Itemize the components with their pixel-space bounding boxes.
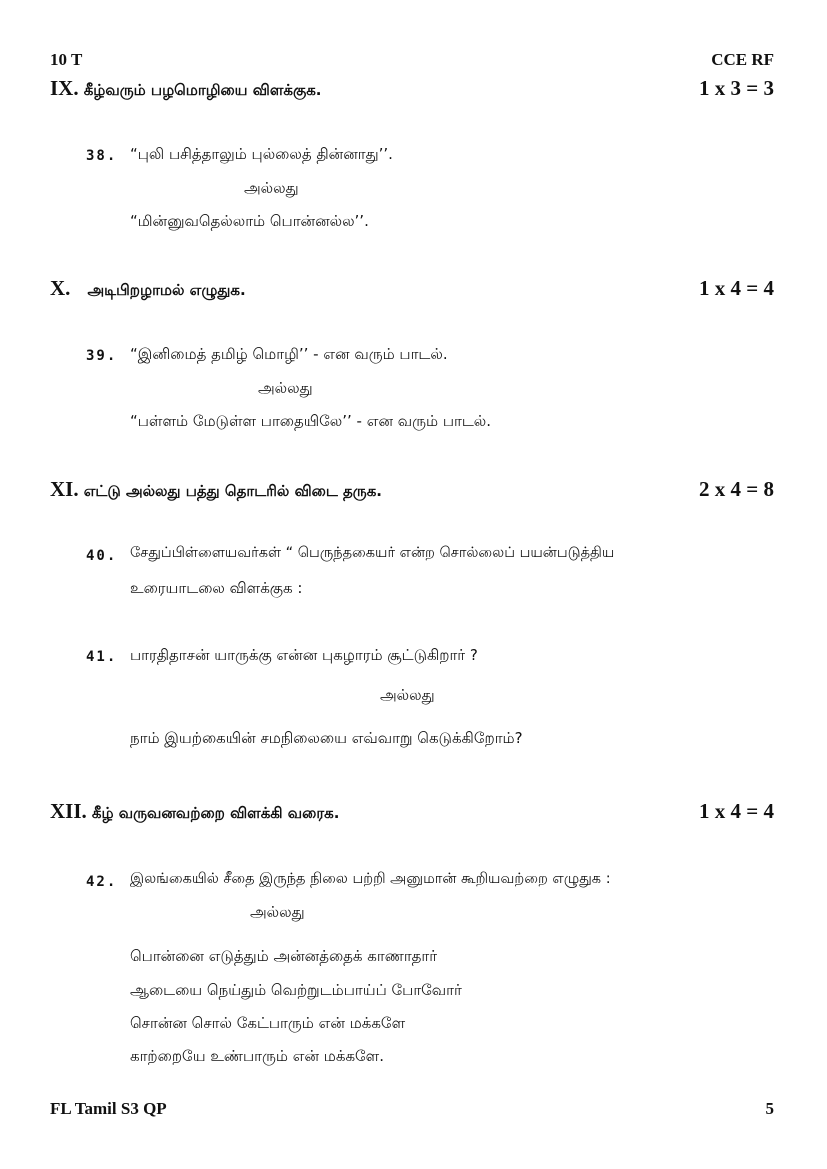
section-number: XI. [50,477,79,501]
section-number: X. [50,276,71,300]
q38-or: அல்லது [244,179,299,197]
section-x-marks: 1 x 4 = 4 [699,276,774,300]
q40-line-2: உரையாடலை விளக்குக : [130,579,303,597]
section-xi-marks: 2 x 4 = 8 [699,477,774,501]
section-title: அடிபிறழாமல் எழுதுக. [87,281,246,299]
section-xii-heading [50,799,339,824]
q39-or: அல்லது [258,379,313,397]
section-ix-marks: 1 x 3 = 3 [699,76,774,100]
question-number-42: 42. [86,874,118,890]
question-number-38: 38. [86,148,118,164]
q42-or: அல்லது [250,903,305,921]
q39-option-b: “பள்ளம் மேடுள்ள பாதையிலே’’ - என வரும் பாடல். [130,412,492,430]
q42-poem-line: சொன்ன சொல் கேட்பாரும் என் மக்களே [130,1014,406,1032]
question-number-41: 41. [86,649,118,665]
q42-poem-line: ஆடையை நெய்தும் வெற்றுடம்பாய்ப் போவோர் [130,981,462,999]
question-number-40: 40. [86,548,118,564]
q42-poem-line: பொன்னை எடுத்தும் அன்னத்தைக் காணாதார் [130,947,438,965]
section-ix-heading [50,76,322,101]
q41-option-b: நாம் இயற்கையின் சமநிலையை எவ்வாறு கெடுக்கிறோம்? [130,729,523,747]
section-number: XII. [50,799,87,823]
q42-poem-line: காற்றையே உண்பாரும் என் மக்களே. [130,1047,384,1065]
q39-option-a: “இனிமைத் தமிழ் மொழி’’ - என வரும் பாடல். [130,345,448,363]
header-series: CCE RF [711,50,774,69]
question-number-39: 39. [86,348,118,364]
q40-line-1: சேதுப்பிள்ளையவர்கள் “ பெருந்தகையர் என்ற சொல்லைப் பயன்படுத்திய [130,545,615,561]
section-xi-heading [50,477,382,502]
section-title: கீழ்வரும் பழமொழியை விளக்குக. [83,81,322,99]
section-xii-marks: 1 x 4 = 4 [699,799,774,823]
section-title: எட்டு அல்லது பத்து தொடரில் விடை தருக. [83,482,382,500]
q38-option-a: “புலி பசித்தாலும் புல்லைத் தின்னாது’’. [130,145,393,163]
section-title: கீழ் வருவனவற்றை விளக்கி வரைக. [91,804,340,822]
footer-paper-code: FL Tamil S3 QP [50,1099,167,1118]
footer-page-number: 5 [765,1099,774,1118]
section-number: IX. [50,76,79,100]
q41-or: அல்லது [380,686,435,704]
q42-option-a: இலங்கையில் சீதை இருந்த நிலை பற்றி அனுமான் கூறியவற்றை எழுதுக : [130,871,611,887]
section-x-heading [50,276,246,301]
header-code: 10 T [50,50,83,69]
q41-option-a: பாரதிதாசன் யாருக்கு என்ன புகழாரம் சூட்டுகிறார் ? [130,646,478,664]
q38-option-b: “மின்னுவதெல்லாம் பொன்னல்ல’’. [130,212,369,230]
